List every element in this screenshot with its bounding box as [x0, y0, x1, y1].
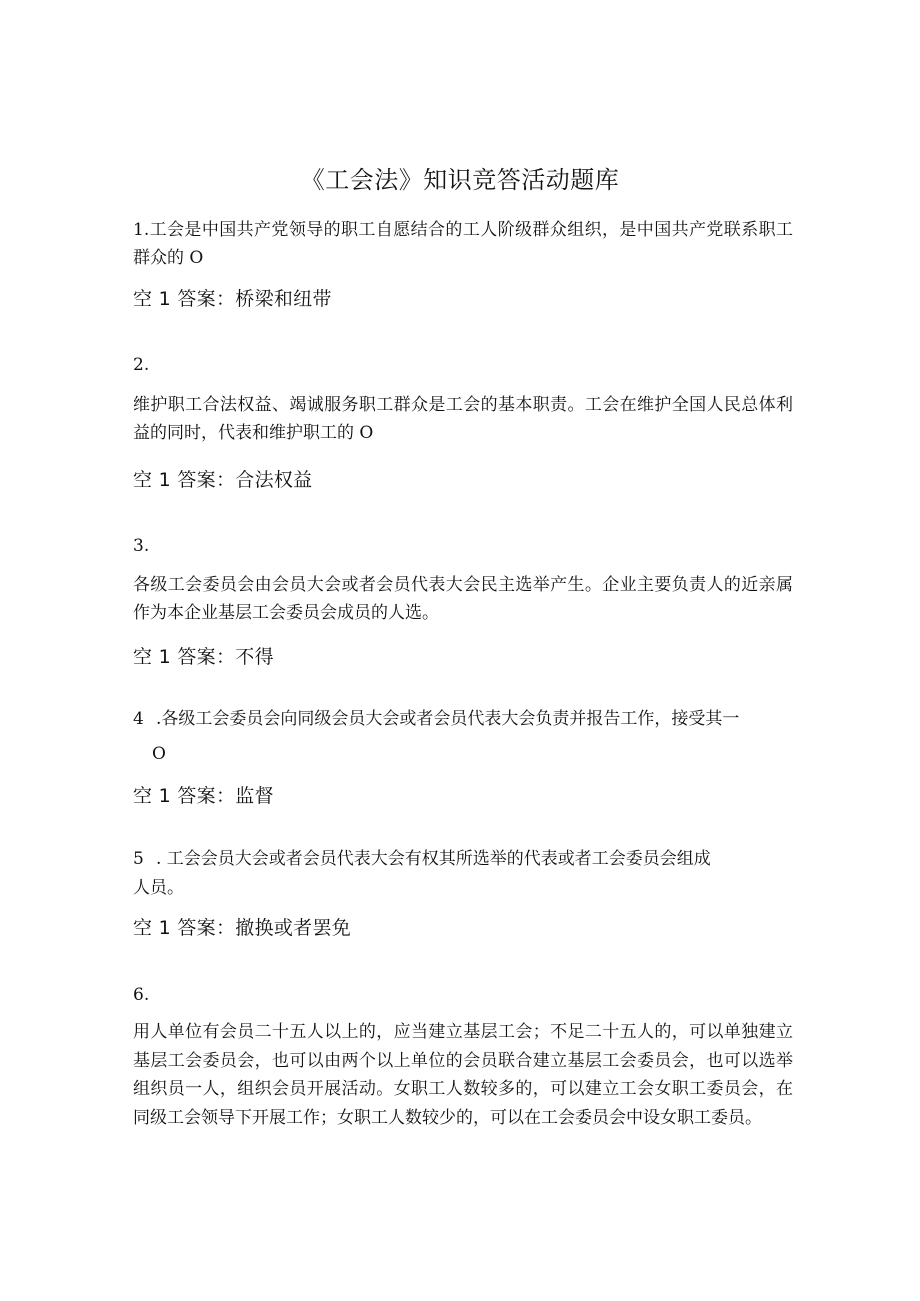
answer-label: 空 1 答案： [133, 469, 236, 491]
answer-3 [133, 644, 274, 670]
question-5-text-line2: 人员。 [133, 878, 184, 898]
question-number: 5 [133, 849, 144, 869]
answer-text: 不得 [235, 646, 274, 668]
answer-2 [133, 467, 312, 493]
question-number: 1. [133, 220, 150, 240]
answer-1 [133, 286, 332, 312]
question-4-text-line2: O [152, 744, 166, 764]
answer-label: 空 1 答案： [133, 917, 236, 939]
answer-text: 监督 [235, 785, 274, 807]
question-4-text-line1: .各级工会委员会向同级会员大会或者会员代表大会负责并报告工作，接受其一 [156, 709, 740, 729]
question-number: 2. [133, 355, 150, 375]
answer-label: 空 1 答案： [133, 785, 236, 807]
answer-4 [133, 783, 274, 809]
question-number: 6. [133, 985, 150, 1005]
question-number: 4 [133, 709, 144, 729]
question-3-text: 各级工会委员会由会员大会或者会员代表大会民主选举产生。企业主要负责人的近亲属作为本企业基层工会委员会成员的人选。 [133, 575, 793, 623]
question-1 [133, 216, 793, 272]
answer-5 [133, 915, 351, 941]
question-5-text-line1: . 工会会员大会或者会员代表大会有权其所选举的代表或者工会委员会组成 [156, 849, 711, 869]
answer-label: 空 1 答案： [133, 288, 236, 310]
answer-text: 撤换或者罢免 [235, 917, 352, 939]
question-2-text: 维护职工合法权益、竭诚服务职工群众是工会的基本职责。工会在维护全国人民总体利益的同时，代表和维护职工的 O [133, 395, 793, 443]
answer-text: 桥梁和纽带 [235, 288, 332, 310]
question-number: 3. [133, 536, 150, 556]
answer-label: 空 1 答案： [133, 646, 236, 668]
question-6-text: 用人单位有会员二十五人以上的，应当建立基层工会；不足二十五人的，可以单独建立基层工会委员会，也可以由两个以上单位的会员联合建立基层工会委员会，也可以选举组织员一人，组织会员开展活动。女职工人数较多的，可以建立工会女职工委员会，在同级工会领导下开展工作；女职工人数较少的，可以在工会委员会中设女职工委员。 [133, 1022, 793, 1128]
answer-text: 合法权益 [235, 469, 313, 491]
question-text: 工会是中国共产党领导的职工自愿结合的工人阶级群众组织，是中国共产党联系职工群众的 O [133, 220, 793, 268]
document-title: 《工会法》知识竞答活动题库 [300, 166, 620, 194]
